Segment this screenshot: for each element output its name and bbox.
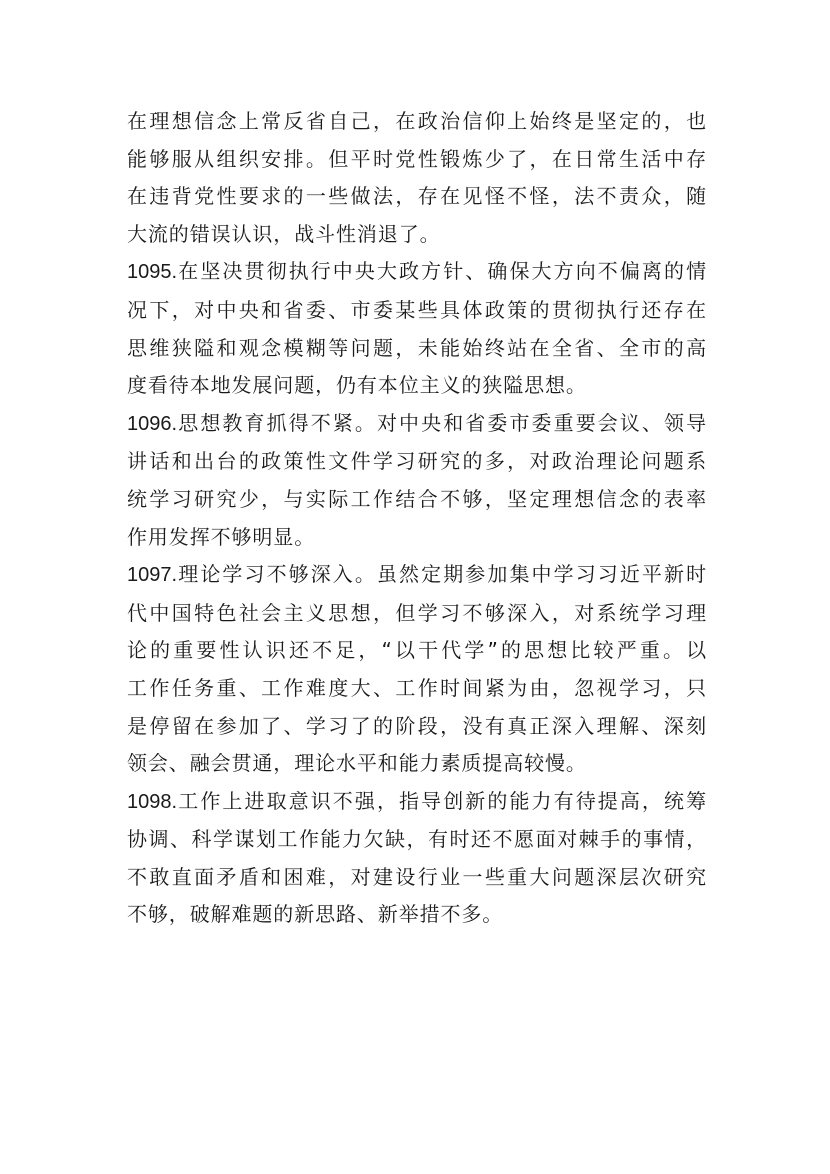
text-line: [127, 783, 707, 822]
text-line: 论的重要性认识还不足，“以干代学”的思想比较严重。以: [127, 638, 707, 663]
text-line-content: 在坚决贯彻执行中央大政方针、确保大方向不偏离的情: [177, 259, 707, 284]
text-line-content: 理论学习不够深入。虽然定期参加集中学习习近平新时: [177, 562, 707, 587]
text-line: 在理想信念上常反省自己，在政治信仰上始终是坚定的，也: [127, 109, 707, 133]
paragraph-1097: [127, 556, 707, 783]
text-line: 大流的错误认识，战斗性消退了。: [127, 221, 441, 246]
text-line: 不敢直面矛盾和困难，对建设行业一些重大问题深层次研究: [127, 864, 707, 889]
text-line: 统学习研究少，与实际工作结合不够，坚定理想信念的表率: [127, 486, 707, 511]
item-number: 1098.: [127, 790, 178, 813]
text-line: 思维狭隘和观念模糊等问题，未能始终站在全省、全市的高: [127, 335, 707, 360]
text-line: 在违背党性要求的一些做法，存在见怪不怪，法不责众，随: [127, 184, 707, 209]
text-line: [127, 253, 707, 292]
paragraph-1096: [127, 405, 707, 556]
item-number: 1095.: [127, 261, 178, 284]
text-line: 况下，对中央和省委、市委某些具体政策的贯彻执行还存在: [127, 297, 707, 322]
text-line-content: 工作上进取意识不强，指导创新的能力有待提高，统筹: [177, 788, 707, 813]
text-line: 工作任务重、工作难度大、工作时间紧为由，忽视学习，只: [127, 675, 707, 700]
paragraph-1095: [127, 253, 707, 404]
item-number: 1097.: [127, 564, 178, 587]
text-line: 能够服从组织安排。但平时党性锻炼少了，在日常生活中存: [127, 146, 707, 171]
text-line: 作用发挥不够明显。: [127, 524, 316, 549]
text-line: 是停留在参加了、学习了的阶段，没有真正深入理解、深刻: [127, 713, 707, 738]
text-line: 代中国特色社会主义思想，但学习不够深入，对系统学习理: [127, 600, 707, 625]
text-line: 度看待本地发展问题，仍有本位主义的狭隘思想。: [127, 373, 587, 398]
text-line: 不够，破解难题的新思路、新举措不多。: [127, 902, 504, 927]
text-line: 讲话和出台的政策性文件学习研究的多，对政治理论问题系: [127, 449, 707, 474]
text-line: [127, 556, 707, 595]
watermark: [285, 1069, 374, 1161]
text-line-content: 思想教育抓得不紧。对中央和省委市委重要会议、领导: [177, 410, 707, 435]
paragraph-intro: [127, 103, 707, 253]
text-line: [127, 405, 707, 444]
item-number: 1096.: [127, 412, 178, 435]
document-body: [127, 103, 707, 934]
text-line: 领会、融会贯通，理论水平和能力素质提高较慢。: [127, 751, 587, 776]
paragraph-1098: [127, 783, 707, 934]
text-line: 协调、科学谋划工作能力欠缺，有时还不愿面对棘手的事情，: [127, 827, 707, 852]
